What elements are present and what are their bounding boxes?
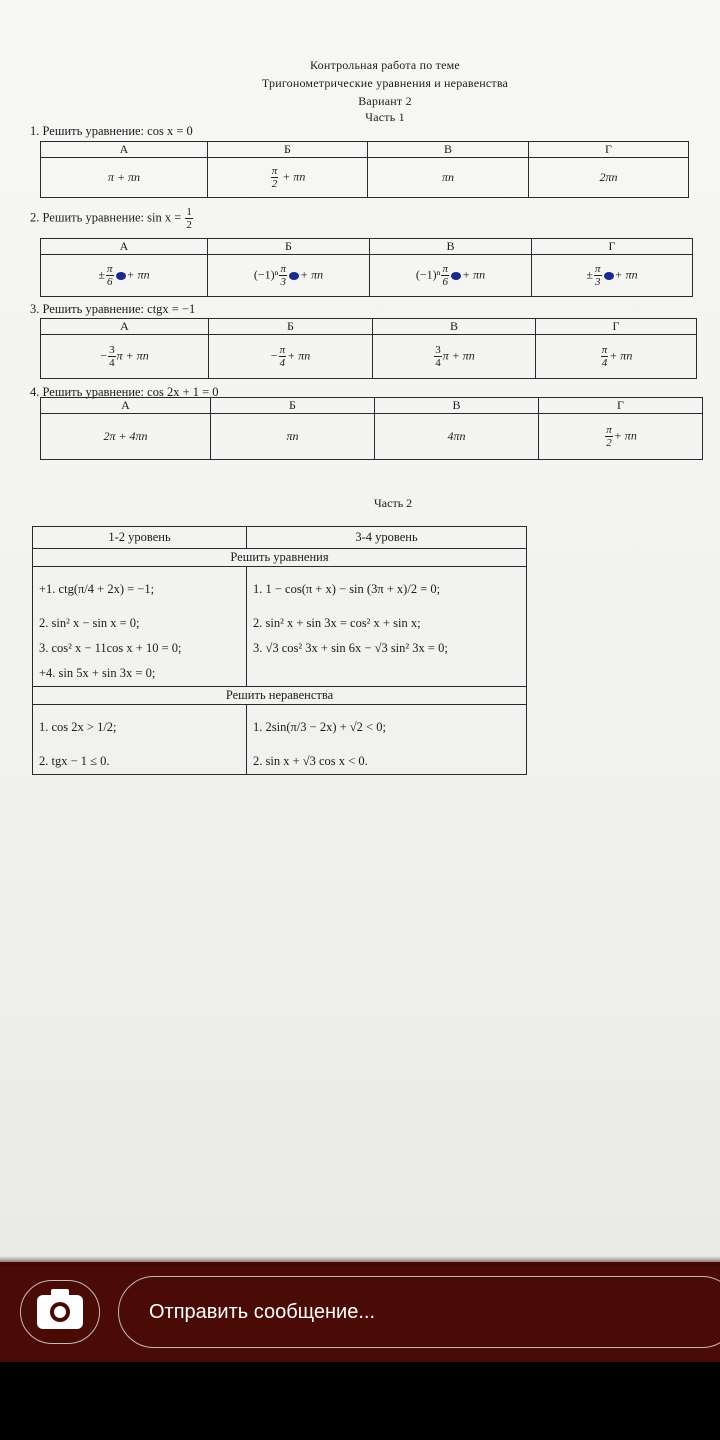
- col-header-d: Г: [536, 319, 697, 335]
- message-input[interactable]: [118, 1276, 720, 1348]
- section-inequalities: Решить неравенства: [33, 687, 527, 705]
- answer-1d: 2πn: [529, 158, 689, 198]
- answer-4a: 2π + 4πn: [41, 414, 211, 460]
- section-equations: Решить уравнения: [33, 549, 527, 567]
- header-variant: Вариант 2: [358, 94, 412, 108]
- equation-item: 2. sin² x − sin x = 0;: [39, 616, 140, 630]
- answers-table-1: [40, 141, 689, 198]
- answer-4d: $\frac{\pi}{2}$ + πn: [539, 414, 703, 460]
- message-composer-bar: [0, 1262, 720, 1362]
- inequality-item: 2. tgx − 1 ≤ 0.: [39, 754, 110, 768]
- col-header-b: Б: [209, 319, 373, 335]
- header-part: Часть 1: [365, 110, 405, 124]
- equation-item: +1. ctg(π/4 + 2x) = −1;: [39, 582, 155, 596]
- col-header-c: В: [373, 319, 536, 335]
- answer-2c: (−1)ⁿ $\frac{\pi}{6}$ + πn: [370, 255, 532, 297]
- col-header-b: Б: [208, 142, 368, 158]
- answers-table-4: [40, 397, 703, 460]
- question-4-text: 4. Решить уравнение: cos 2x + 1 = 0: [30, 385, 219, 399]
- question-3: [30, 302, 195, 317]
- answer-2d: ± $\frac{\pi}{3}$ + πn: [532, 255, 693, 297]
- col-header-d: Г: [532, 239, 693, 255]
- answers-table-2: [40, 238, 693, 297]
- question-2-text: 2. Решить уравнение: sin x =: [30, 210, 182, 225]
- equation-item: 3. cos² x − 11cos x + 10 = 0;: [39, 641, 182, 655]
- equation-item: 1. 1 − cos(π + x) − sin (3π + x)/2 = 0;: [253, 582, 441, 596]
- part2-table: [32, 526, 527, 775]
- system-nav-area: [0, 1362, 720, 1440]
- answer-3d: $\frac{\pi}{4}$ + πn: [536, 335, 697, 379]
- inequalities-level-1-2: [33, 705, 247, 775]
- col-header-a: А: [41, 398, 211, 414]
- answers-table-3: [40, 318, 697, 379]
- inequalities-level-3-4: [247, 705, 527, 775]
- equation-item: +4. sin 5x + sin 3x = 0;: [39, 666, 156, 680]
- level-3-4-header: 3-4 уровень: [247, 527, 527, 549]
- col-header-a: А: [41, 319, 209, 335]
- inequality-item: 1. cos 2x > 1/2;: [39, 720, 117, 734]
- message-input-placeholder: Отправить сообщение...: [149, 1301, 376, 1323]
- answer-3a: − $\frac{3}{4}$ π + πn: [41, 335, 209, 379]
- question-3-text: 3. Решить уравнение: ctgx = −1: [30, 302, 196, 316]
- equation-item: 2. sin² x + sin 3x = cos² x + sin x;: [253, 616, 421, 630]
- part2-title: Часть 2: [374, 496, 413, 510]
- header-line-2: Тригонометрические уравнения и неравенства: [261, 76, 509, 90]
- ink-blot: [451, 272, 461, 280]
- col-header-c: В: [370, 239, 532, 255]
- col-header-b: Б: [208, 239, 370, 255]
- answer-4c: 4πn: [375, 414, 539, 460]
- answer-2b: (−1)ⁿ $\frac{\pi}{3}$ + πn: [208, 255, 370, 297]
- col-header-c: В: [368, 142, 529, 158]
- answer-1c: πn: [368, 158, 529, 198]
- col-header-d: Г: [539, 398, 703, 414]
- level-1-2-header: 1-2 уровень: [33, 527, 247, 549]
- col-header-a: А: [41, 239, 208, 255]
- col-header-a: А: [41, 142, 208, 158]
- answer-4b: πn: [211, 414, 375, 460]
- ink-blot: [604, 272, 614, 280]
- camera-button[interactable]: [20, 1280, 100, 1344]
- equations-level-3-4: [247, 567, 527, 687]
- col-header-c: В: [375, 398, 539, 414]
- question-2: 2. Решить уравнение: sin x = $\frac{1}{2}$: [30, 206, 192, 231]
- answer-1b: $\frac{\pi}{2}$ + πn: [208, 158, 368, 198]
- equation-item: 3. √3 cos² 3x + sin 6x − √3 sin² 3x = 0;: [253, 641, 448, 655]
- inequality-item: 1. 2sin(π/3 − 2x) + √2 < 0;: [253, 720, 386, 734]
- answer-3b: − $\frac{\pi}{4}$ + πn: [209, 335, 373, 379]
- answer-3c: $\frac{3}{4}$ π + πn: [373, 335, 536, 379]
- col-header-d: Г: [529, 142, 689, 158]
- question-1-text: 1. Решить уравнение: cos x = 0: [30, 124, 193, 138]
- camera-icon: [37, 1295, 83, 1329]
- inequality-item: 2. sin x + √3 cos x < 0.: [253, 754, 368, 768]
- col-header-b: Б: [211, 398, 375, 414]
- ink-blot: [289, 272, 299, 280]
- equations-level-1-2: [33, 567, 247, 687]
- ink-blot: [116, 272, 126, 280]
- answer-2a: ± $\frac{\pi}{6}$ + πn: [41, 255, 208, 297]
- question-1: [30, 124, 193, 139]
- answer-1a: π + πn: [41, 158, 208, 198]
- header-line-1: Контрольная работа по теме: [310, 58, 460, 72]
